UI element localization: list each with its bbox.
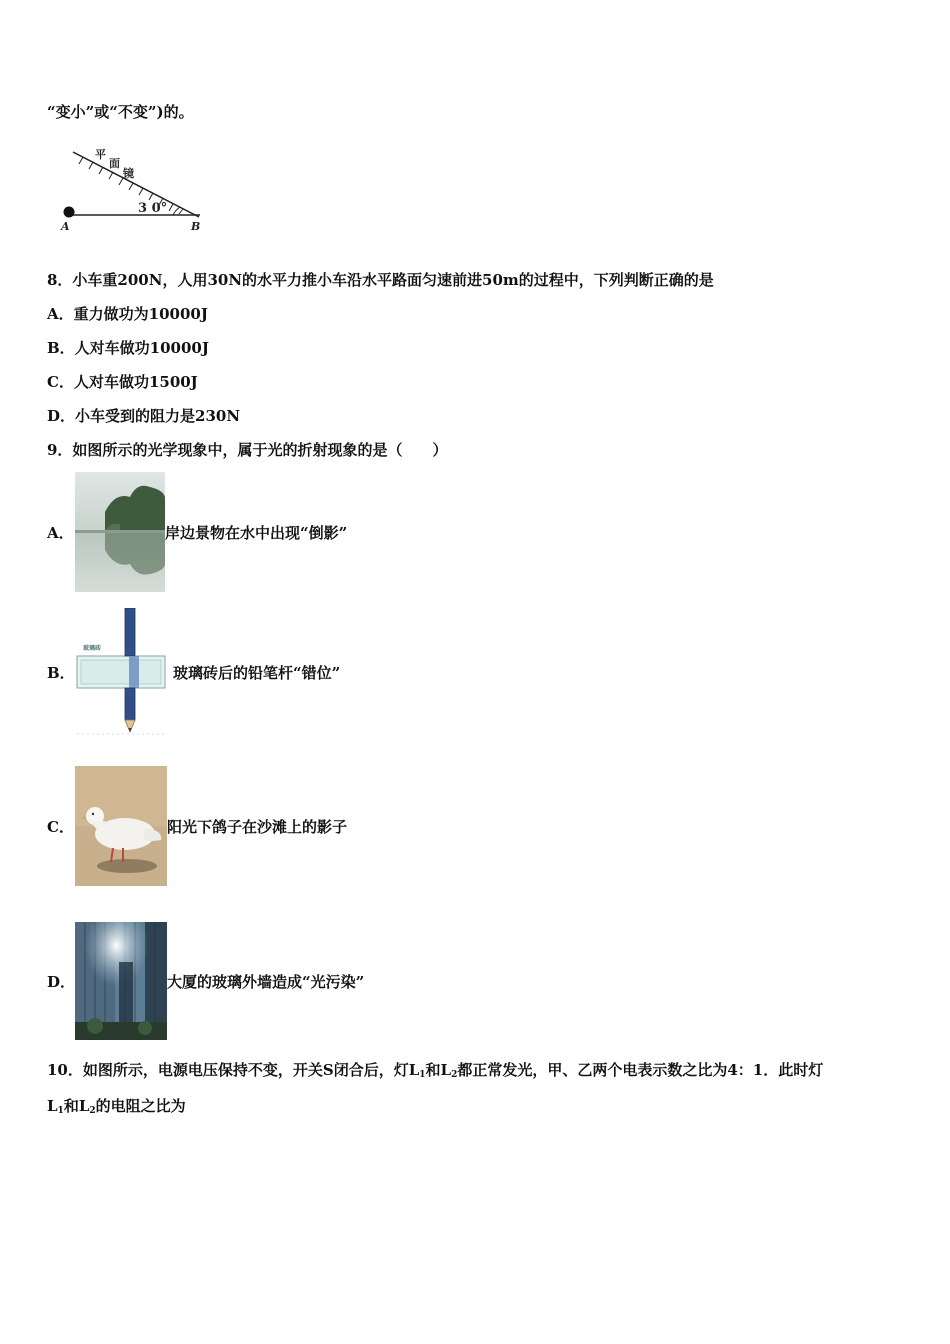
q9-option-d-letter: D． — [47, 972, 76, 991]
q10-line-2-b: 和L — [63, 1097, 90, 1115]
q10-line-2 — [47, 1096, 186, 1121]
q10-sub-1: 1 — [419, 1070, 426, 1080]
angle-label: 3 0° — [138, 201, 168, 216]
pigeon-photo — [75, 766, 167, 886]
q10-line-1-a: 10．如图所示，电源电压保持不变，开关S闭合后，灯L — [47, 1061, 420, 1079]
fragment-line: “变小”或“不变”)的。 — [47, 103, 194, 121]
q9-option-a-letter: A． — [47, 523, 74, 542]
q8-option-d: D．小车受到的阻力是230N — [47, 407, 241, 425]
q9-option-b — [47, 608, 340, 736]
q9-option-a-text: 岸边景物在水中出现“倒影” — [165, 523, 348, 542]
point-b-label: B — [191, 220, 201, 233]
q9-option-b-letter: B． — [47, 663, 75, 682]
skyscraper-photo — [75, 922, 167, 1040]
q9-option-c-letter: C． — [47, 817, 74, 836]
mirror-figure — [55, 142, 215, 237]
mirror-label-ping: 平 — [95, 148, 106, 161]
q10-line-1-b: 和L — [425, 1061, 452, 1079]
q9-option-c — [47, 766, 347, 886]
mirror-label-mian: 面 — [109, 157, 120, 170]
q8-option-b: B．人对车做功10000J — [47, 339, 209, 357]
q9-option-d-text: 大厦的玻璃外墙造成“光污染” — [167, 972, 365, 991]
q9-option-c-text: 阳光下鸽子在沙滩上的影子 — [167, 817, 348, 836]
q10-sub-2: 2 — [451, 1070, 458, 1080]
pencil-glass-photo — [75, 608, 170, 736]
q9-option-a — [47, 472, 347, 592]
mirror-label-jing: 镜 — [123, 167, 134, 180]
q10-sub-4: 2 — [89, 1106, 96, 1116]
q8-stem: 8．小车重200N，人用30N的水平力推小车沿水平路面匀速前进50m的过程中，下列判断正确的是 — [47, 271, 714, 289]
reflection-photo — [75, 472, 165, 592]
q10-line-1 — [47, 1060, 823, 1085]
q10-line-1-c: 都正常发光，甲、乙两个电表示数之比为4：1．此时灯 — [457, 1061, 824, 1079]
point-a-label: A — [61, 220, 70, 233]
q10-sub-3: 1 — [57, 1106, 64, 1116]
q10-line-2-c: 的电阻之比为 — [95, 1097, 186, 1115]
q8-option-c: C．人对车做功1500J — [47, 373, 198, 391]
q9-option-d — [47, 922, 364, 1040]
q9-option-b-text: 玻璃砖后的铅笔杆“错位” — [173, 663, 341, 682]
q10-line-2-a: L — [47, 1097, 58, 1115]
glass-block-label: 玻璃砖 — [83, 645, 102, 652]
q9-stem: 9．如图所示的光学现象中，属于光的折射现象的是（ ） — [47, 441, 448, 459]
q8-option-a: A．重力做功为10000J — [47, 305, 208, 323]
